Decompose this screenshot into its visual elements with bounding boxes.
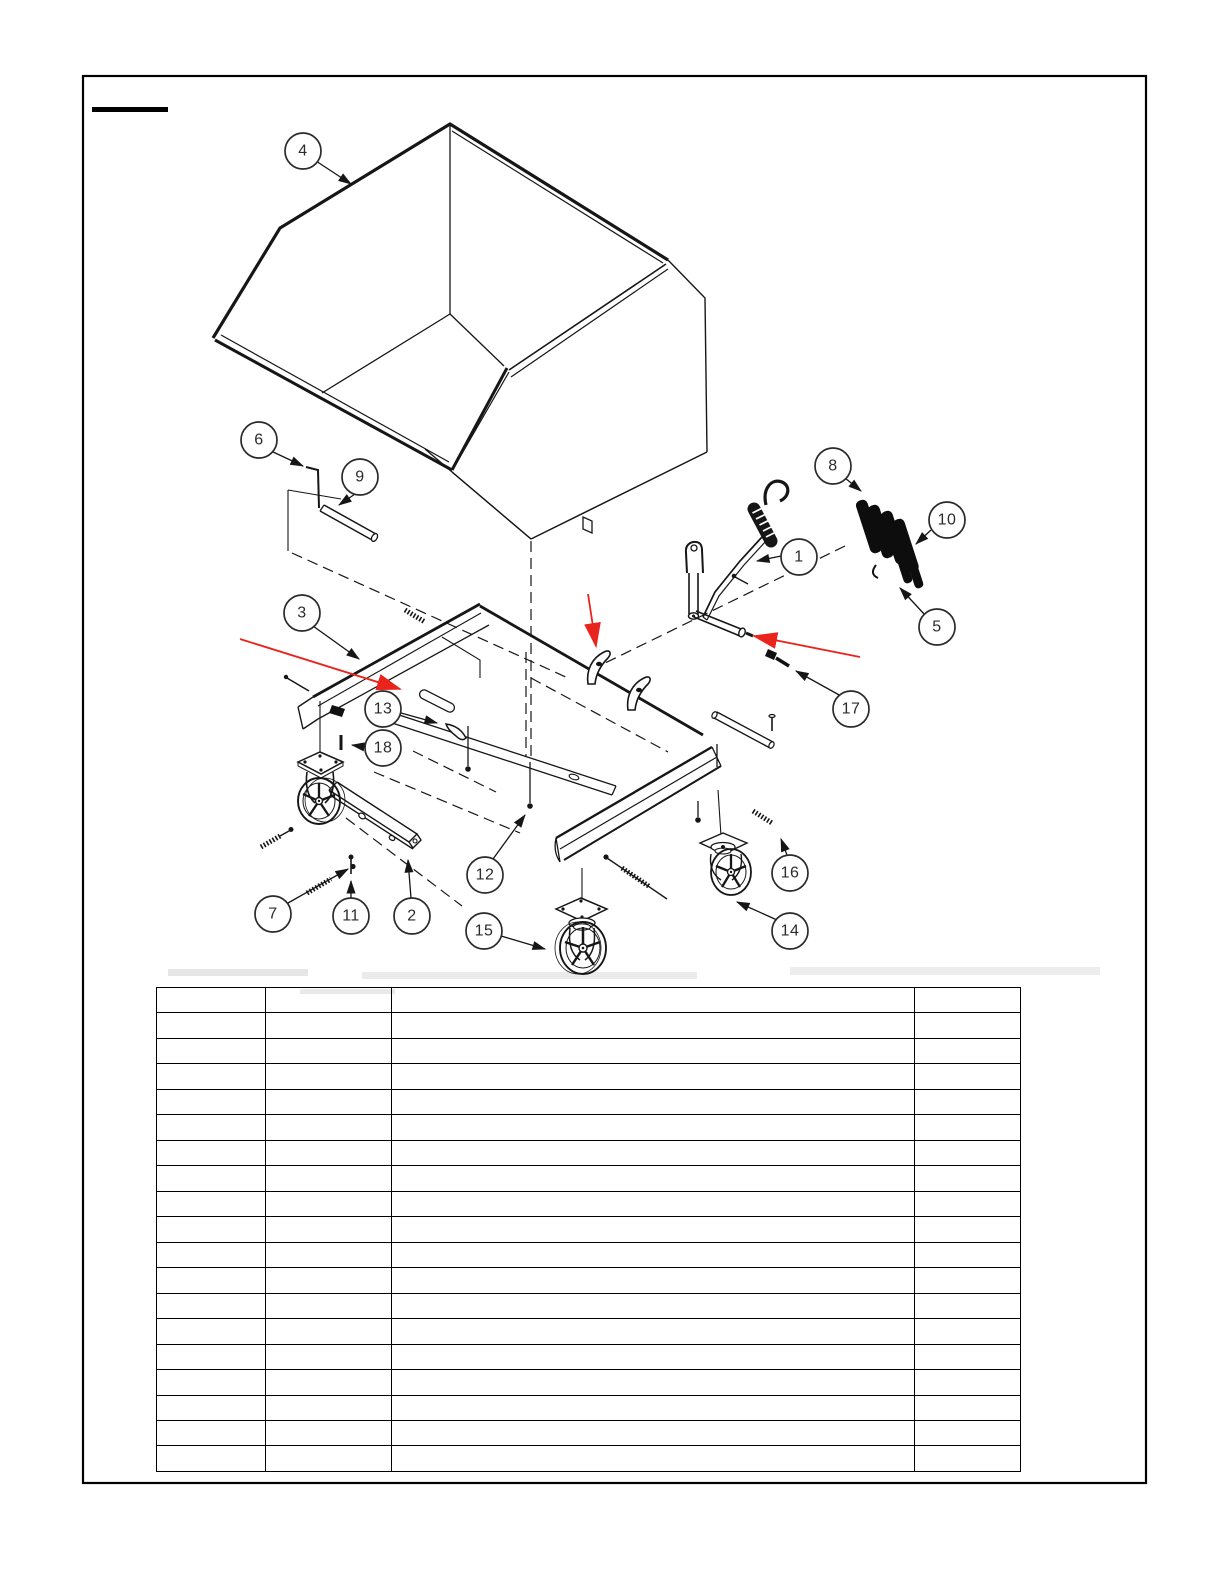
callout-8-label: 8 xyxy=(828,457,838,475)
table-row xyxy=(157,1268,1021,1293)
table-row xyxy=(157,1166,1021,1191)
table-cell xyxy=(392,1395,915,1420)
table-cell xyxy=(266,1319,392,1344)
callout-3-label: 3 xyxy=(297,604,307,622)
table-cell xyxy=(392,1420,915,1445)
table-cell xyxy=(266,988,392,1013)
table-cell xyxy=(392,1013,915,1038)
callout-17 xyxy=(833,691,869,727)
table-cell xyxy=(915,1217,1021,1242)
redacted-title-bar xyxy=(92,107,168,112)
table-cell xyxy=(157,1395,266,1420)
release-lever-assembly xyxy=(686,481,789,666)
table-cell xyxy=(157,1319,266,1344)
table-cell xyxy=(266,1344,392,1369)
table-cell xyxy=(915,1370,1021,1395)
table-cell xyxy=(915,1140,1021,1165)
table-cell xyxy=(157,1013,266,1038)
table-cell xyxy=(392,1319,915,1344)
table-row xyxy=(157,1064,1021,1089)
table-cell xyxy=(266,1013,392,1038)
table-cell xyxy=(157,1293,266,1318)
tread-plate-part xyxy=(855,499,925,590)
table-cell xyxy=(915,1064,1021,1089)
table-row xyxy=(157,1140,1021,1165)
callout-10 xyxy=(929,502,965,538)
table-cell xyxy=(157,1217,266,1242)
table-cell xyxy=(157,1420,266,1445)
table-cell xyxy=(915,1115,1021,1140)
table-cell xyxy=(915,1344,1021,1369)
table-cell xyxy=(266,1420,392,1445)
table-cell xyxy=(392,1191,915,1216)
table-row xyxy=(157,1242,1021,1267)
table-cell xyxy=(915,1268,1021,1293)
hopper-bin xyxy=(213,124,707,539)
table-cell xyxy=(392,1064,915,1089)
callout-leaders xyxy=(271,161,931,949)
callout-2 xyxy=(394,898,430,934)
callout-13-label: 13 xyxy=(373,700,393,718)
table-cell xyxy=(392,1268,915,1293)
callout-11 xyxy=(333,898,369,934)
callout-3 xyxy=(284,595,320,631)
table-row xyxy=(157,1038,1021,1063)
table-row xyxy=(157,1089,1021,1114)
left-caster xyxy=(298,752,345,824)
rail-slot-highlight-arrow xyxy=(240,639,400,689)
callout-16-label: 16 xyxy=(780,864,800,882)
table-row xyxy=(157,1013,1021,1038)
callout-10-label: 10 xyxy=(937,511,957,529)
table-cell xyxy=(392,1242,915,1267)
table-cell xyxy=(266,1089,392,1114)
callout-5 xyxy=(919,609,955,645)
table-cell xyxy=(392,1370,915,1395)
table-cell xyxy=(266,1064,392,1089)
table-cell xyxy=(157,1446,266,1472)
callout-14 xyxy=(772,913,808,949)
table-cell xyxy=(915,1166,1021,1191)
callout-2-label: 2 xyxy=(407,907,417,925)
table-row xyxy=(157,1115,1021,1140)
callout-18-label: 18 xyxy=(373,739,393,757)
table-cell xyxy=(266,1140,392,1165)
parts-table xyxy=(156,987,1020,1472)
table-cell xyxy=(392,1166,915,1191)
table-cell xyxy=(157,1242,266,1267)
callout-11-label: 11 xyxy=(342,907,360,925)
table-cell xyxy=(915,1420,1021,1445)
table-cell xyxy=(266,1115,392,1140)
table-cell xyxy=(266,1166,392,1191)
table-cell xyxy=(392,1140,915,1165)
table-cell xyxy=(915,1293,1021,1318)
table-cell xyxy=(266,1191,392,1216)
callout-15 xyxy=(466,913,502,949)
table-cell xyxy=(915,1446,1021,1472)
parts-table-grid xyxy=(156,987,1021,1472)
callout-15-label: 15 xyxy=(474,922,494,940)
table-cell xyxy=(157,1064,266,1089)
callout-1 xyxy=(781,539,817,575)
table-cell xyxy=(392,1038,915,1063)
table-cell xyxy=(392,1446,915,1472)
table-cell xyxy=(266,1395,392,1420)
table-cell xyxy=(266,1242,392,1267)
table-cell xyxy=(157,1370,266,1395)
table-row xyxy=(157,1370,1021,1395)
table-header-row xyxy=(157,988,1021,1013)
table-cell xyxy=(392,1089,915,1114)
table-cell xyxy=(266,1293,392,1318)
callout-12-label: 12 xyxy=(475,866,495,884)
table-cell xyxy=(915,988,1021,1013)
table-row xyxy=(157,1344,1021,1369)
callout-4 xyxy=(285,133,321,169)
callout-4-label: 4 xyxy=(298,142,308,160)
table-row xyxy=(157,1217,1021,1242)
table-cell xyxy=(392,1217,915,1242)
callout-16 xyxy=(772,855,808,891)
table-cell xyxy=(915,1013,1021,1038)
callout-8 xyxy=(815,448,851,484)
table-row xyxy=(157,1191,1021,1216)
table-row xyxy=(157,1420,1021,1445)
table-row xyxy=(157,1395,1021,1420)
callout-18 xyxy=(365,730,401,766)
table-cell xyxy=(915,1395,1021,1420)
callout-12 xyxy=(467,857,503,893)
callout-balloons xyxy=(241,133,965,949)
table-row xyxy=(157,1319,1021,1344)
table-cell xyxy=(157,1115,266,1140)
callout-1-label: 1 xyxy=(794,548,804,566)
callout-17-label: 17 xyxy=(841,700,861,718)
hinge-rod-part xyxy=(320,505,379,542)
table-cell xyxy=(157,1344,266,1369)
callout-7-label: 7 xyxy=(268,905,278,923)
table-cell xyxy=(157,988,266,1013)
latch-plate-highlight-arrow xyxy=(588,594,596,646)
table-cell xyxy=(157,1089,266,1114)
table-cell xyxy=(157,1166,266,1191)
base-frame xyxy=(298,604,721,862)
table-cell xyxy=(157,1191,266,1216)
table-cell xyxy=(915,1242,1021,1267)
right-caster xyxy=(700,790,751,895)
callout-6 xyxy=(241,422,277,458)
callout-7 xyxy=(255,896,291,932)
callout-9-label: 9 xyxy=(355,468,365,486)
table-cell xyxy=(266,1446,392,1472)
table-row xyxy=(157,1446,1021,1472)
table-row xyxy=(157,1293,1021,1318)
callout-5-label: 5 xyxy=(932,618,942,636)
frame-arm-part xyxy=(329,782,421,849)
table-cell xyxy=(915,1319,1021,1344)
table-cell xyxy=(266,1268,392,1293)
callout-6-label: 6 xyxy=(254,431,264,449)
table-cell xyxy=(157,1268,266,1293)
table-cell xyxy=(915,1191,1021,1216)
table-cell xyxy=(392,988,915,1013)
table-cell xyxy=(157,1140,266,1165)
hinge-bracket-part xyxy=(288,467,341,551)
table-cell xyxy=(915,1038,1021,1063)
callout-9 xyxy=(342,459,378,495)
callout-14-label: 14 xyxy=(780,922,800,940)
highlight-arrows xyxy=(240,594,860,689)
table-cell xyxy=(157,1038,266,1063)
table-cell xyxy=(392,1293,915,1318)
table-cell xyxy=(392,1115,915,1140)
table-cell xyxy=(266,1038,392,1063)
table-cell xyxy=(266,1370,392,1395)
table-cell xyxy=(915,1089,1021,1114)
table-cell xyxy=(392,1344,915,1369)
center-caster xyxy=(555,868,607,974)
table-cell xyxy=(266,1217,392,1242)
callout-13 xyxy=(365,691,401,727)
